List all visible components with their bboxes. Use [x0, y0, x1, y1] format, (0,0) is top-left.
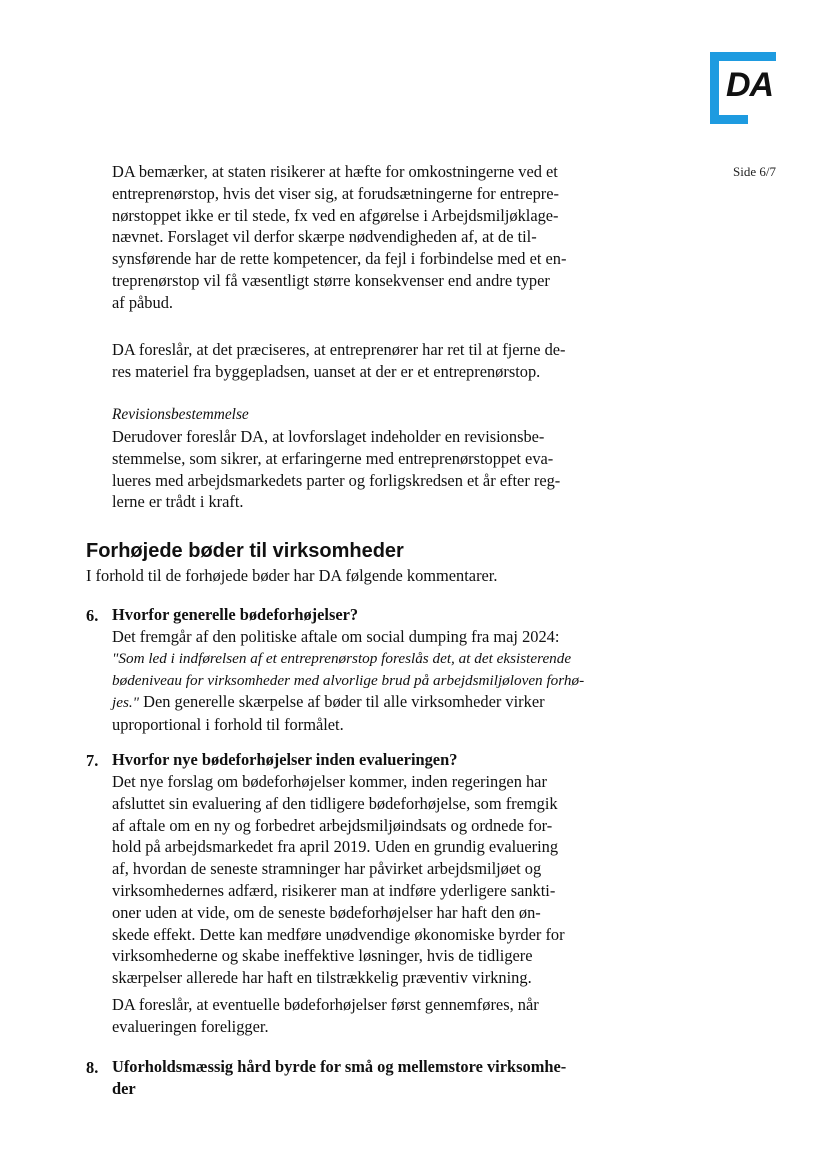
item-number: 7. — [86, 751, 99, 770]
text-line: Derudover foreslår DA, at lovforslaget indeholder en revisionsbe- — [112, 427, 545, 446]
paragraph-cost-risk — [112, 161, 587, 314]
text-line: entreprenørstop, hvis det viser sig, at forudsætningerne for entrepre- — [112, 183, 559, 203]
text-line: af aftale om en ny og forbedret arbejdsmiljøindsats og ordnede for- — [112, 815, 553, 835]
title-line: der — [112, 1078, 136, 1098]
quote-line: jes." — [112, 694, 140, 712]
da-logo — [710, 52, 776, 124]
paragraph-revision — [112, 426, 587, 513]
text-line: DA bemærker, at staten risikerer at hæfte for omkostningerne ved et — [112, 162, 558, 181]
quote-line: "Som led i indførelsen af et entreprenørstop foreslås det, at det eksisterende — [112, 649, 572, 667]
text-line: Det nye forslag om bødeforhøjelser kommer, inden regeringen har — [112, 772, 547, 791]
text-fragment: Den generelle skærpelse af bøder til alle virksomheder virker — [139, 692, 545, 712]
text-line: treprenørstop vil få væsentligt større konsekvenser end andre typer — [112, 270, 550, 290]
item-title: Hvorfor generelle bødeforhøjelser? — [112, 605, 359, 624]
logo-bracket-top — [710, 52, 776, 61]
text-line: evalueringen foreligger. — [112, 1016, 269, 1036]
text-line: af, hvordan de seneste stramninger har påvirket arbejdsmiljøet og — [112, 859, 542, 879]
text-line: DA foreslår, at eventuelle bødeforhøjelser først gennemføres, når — [112, 995, 539, 1014]
text-line: uproportional i forhold til formålet. — [112, 715, 344, 735]
title-line: Uforholdsmæssig hård byrde for små og mellemstore virksomhe- — [112, 1057, 567, 1076]
quote-line: bødeniveau for virksomheder med alvorlige brud på arbejdsmiljøloven forhø- — [112, 671, 585, 689]
text-line: DA foreslår, at det præciseres, at entreprenører har ret til at fjerne de- — [112, 340, 566, 359]
item-body — [112, 771, 587, 989]
text-line: af påbud. — [112, 292, 173, 312]
text-line: virksomhedernes adfærd, risikerer man at indføre yderligere sankti- — [112, 880, 556, 900]
subheading-revision: Revisionsbestemmelse — [112, 406, 249, 423]
text-line: lerne er trådt i kraft. — [112, 492, 244, 512]
text-line: oner uden at vide, om de seneste bødeforhøjelser har haft den øn- — [112, 902, 541, 922]
text-line: stemmelse, som sikrer, at erfaringerne med entreprenørstoppet eva- — [112, 448, 554, 468]
text-line: nævnet. Forslaget vil derfor skærpe nødvendigheden af, at de til- — [112, 227, 537, 247]
text-line: skærpelser allerede har haft en tilstrækkelig præventiv virkning. — [112, 968, 532, 988]
section-intro: I forhold til de forhøjede bøder har DA følgende kommentarer. — [86, 566, 498, 585]
logo-text: DA — [726, 66, 774, 104]
section-heading: Forhøjede bøder til virksomheder — [86, 540, 404, 562]
logo-bracket-left — [710, 52, 719, 124]
text-line: Det fremgår af den politiske aftale om social dumping fra maj 2024: — [112, 627, 560, 646]
text-line — [112, 691, 587, 714]
item-number: 8. — [86, 1058, 99, 1077]
item-number: 6. — [86, 606, 99, 625]
text-line: synsførende har de rette kompetencer, da fejl i forbindelse med et en- — [112, 249, 567, 269]
item-body — [112, 626, 587, 736]
text-line: virksomhederne og skabe ineffektive løsninger, hvis de tidligere — [112, 946, 533, 966]
logo-bracket-bottom — [710, 115, 748, 124]
text-line: skede effekt. Dette kan medføre unødvendige økonomiske byrder for — [112, 924, 565, 944]
item-extra — [112, 994, 587, 1038]
item-title — [112, 1056, 566, 1100]
paragraph-equipment — [112, 339, 587, 383]
text-line: nørstoppet ikke er til stede, fx ved en afgørelse i Arbejdsmiljøklage- — [112, 205, 559, 225]
item-title: Hvorfor nye bødeforhøjelser inden evalueringen? — [112, 750, 458, 769]
text-line: res materiel fra byggepladsen, uanset at der er et entreprenørstop. — [112, 361, 541, 381]
text-line: afsluttet sin evaluering af den tidligere bødeforhøjelse, som fremgik — [112, 793, 558, 813]
page-number: Side 6/7 — [733, 164, 776, 179]
text-line: hold på arbejdsmarkedet fra april 2019. Uden en grundig evaluering — [112, 837, 559, 857]
text-line: lueres med arbejdsmarkedets parter og forligskredsen et år efter reg- — [112, 470, 561, 490]
